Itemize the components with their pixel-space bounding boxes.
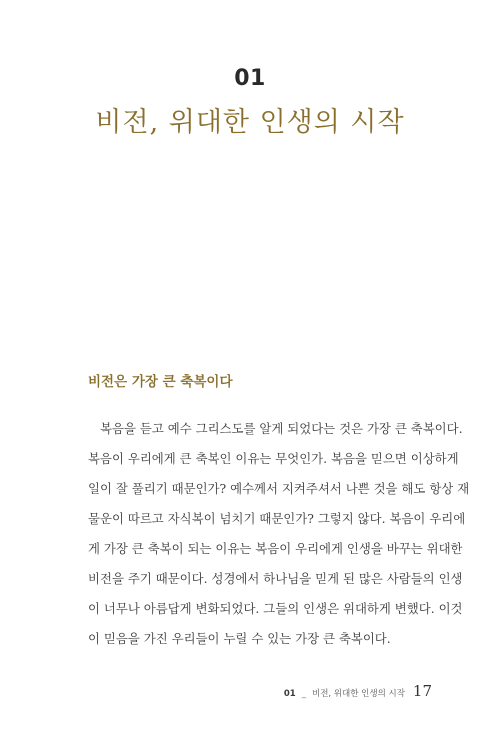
running-footer [284, 682, 432, 700]
section-heading: 비전은 가장 큰 축복이다 [88, 374, 233, 390]
body-line: 복음을 듣고 예수 그리스도를 알게 되었다는 것은 가장 큰 축복이다. [100, 421, 463, 436]
body-line: 이 너무나 아름답게 변화되었다. 그들의 인생은 위대하게 변했다. 이것 [88, 601, 463, 616]
body-line: 일이 잘 풀리기 때문인가? 예수께서 지켜주셔서 나쁜 것을 해도 항상 재 [88, 481, 470, 496]
body-line: 게 가장 큰 축복이 되는 이유는 복음이 우리에게 인생을 바꾸는 위대한 [88, 541, 463, 556]
footer-chapter-label: 01 [283, 689, 296, 699]
footer-title: 비전, 위대한 인생의 시작 [311, 689, 405, 699]
body-line: 복음이 우리에게 큰 축복인 이유는 무엇인가. 복음을 믿으면 이상하게 [88, 451, 459, 466]
page-number: 17 [412, 682, 432, 700]
chapter-number: 01 [234, 66, 266, 91]
body-paragraph [88, 414, 470, 654]
footer-separator: _ [301, 689, 306, 699]
body-line: 물운이 따르고 자식복이 넘치기 때문인가? 그렇지 않다. 복음이 우리에 [88, 511, 466, 526]
body-line: 이 믿음을 가진 우리들이 누릴 수 있는 가장 큰 축복이다. [88, 631, 391, 646]
chapter-title: 비전, 위대한 인생의 시작 [95, 107, 405, 138]
body-line: 비전을 주기 때문이다. 성경에서 하나님을 믿게 된 많은 사람들의 인생 [88, 571, 463, 586]
